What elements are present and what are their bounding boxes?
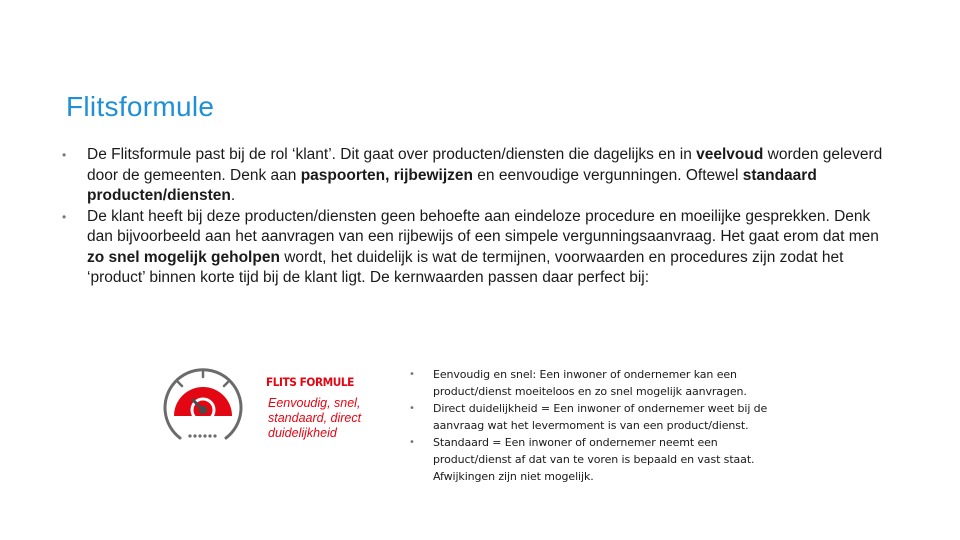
kernwaarden-list	[407, 366, 799, 485]
page-title: Flitsformule	[66, 91, 215, 122]
intro-bullet-list	[60, 145, 900, 289]
logo-subtitle: Eenvoudig, snel, standaard, direct duidelijkheid	[268, 396, 362, 440]
kernwaarde-item: • Direct duidelijkheid = Een inwoner of ondernemer weet bij de aanvraag wat het levermoment is van een product/dienst.	[407, 400, 799, 434]
intro-bullet-1	[60, 145, 900, 207]
intro-bullet-2	[60, 207, 900, 289]
bold-text: paspoorten, rijbewijzen	[300, 166, 473, 184]
bold-text: zo snel mogelijk geholpen	[87, 248, 280, 266]
kernwaarde-item: • Standaard = Een inwoner of ondernemer neemt een product/dienst af dat van te voren is bepaald en vast staat. Afwijkingen zijn niet mogelijk.	[407, 434, 799, 485]
bold-text: standaard producten/diensten	[87, 166, 817, 204]
text-run: worden geleverd door de gemeenten. Denk aan	[87, 146, 883, 184]
bold-text: veelvoud	[696, 146, 764, 163]
kernwaarde-item: • Eenvoudig en snel: Een inwoner of ondernemer kan een product/dienst moeiteloos en zo snel mogelijk aanvragen.	[407, 366, 799, 400]
text-run: De Flitsformule past bij de rol ‘klant’. Dit gaat over producten/diensten die dagelijks en in	[87, 146, 697, 163]
text-run: De klant heeft bij deze producten/diensten geen behoefte aan eindeloze procedure en moeilijke gesprekken. Denk dan bijvoorbeeld aan het aanvragen van een rijbewijs of een simpele vergunningsaanvraag. Het gaat erom dat men	[87, 207, 879, 245]
text-run: wordt, het duidelijk is wat de termijnen, voorwaarden en procedures zijn zodat het ‘product’ binnen korte tijd bij de klant ligt. De kernwaarden passen daar perfect bij:	[87, 248, 844, 286]
text-run: en eenvoudige vergunningen. Oftewel	[472, 166, 743, 184]
speedometer-icon	[160, 364, 246, 450]
logo-title: FLITS FORMULE	[266, 375, 354, 389]
text-run: .	[230, 187, 236, 204]
